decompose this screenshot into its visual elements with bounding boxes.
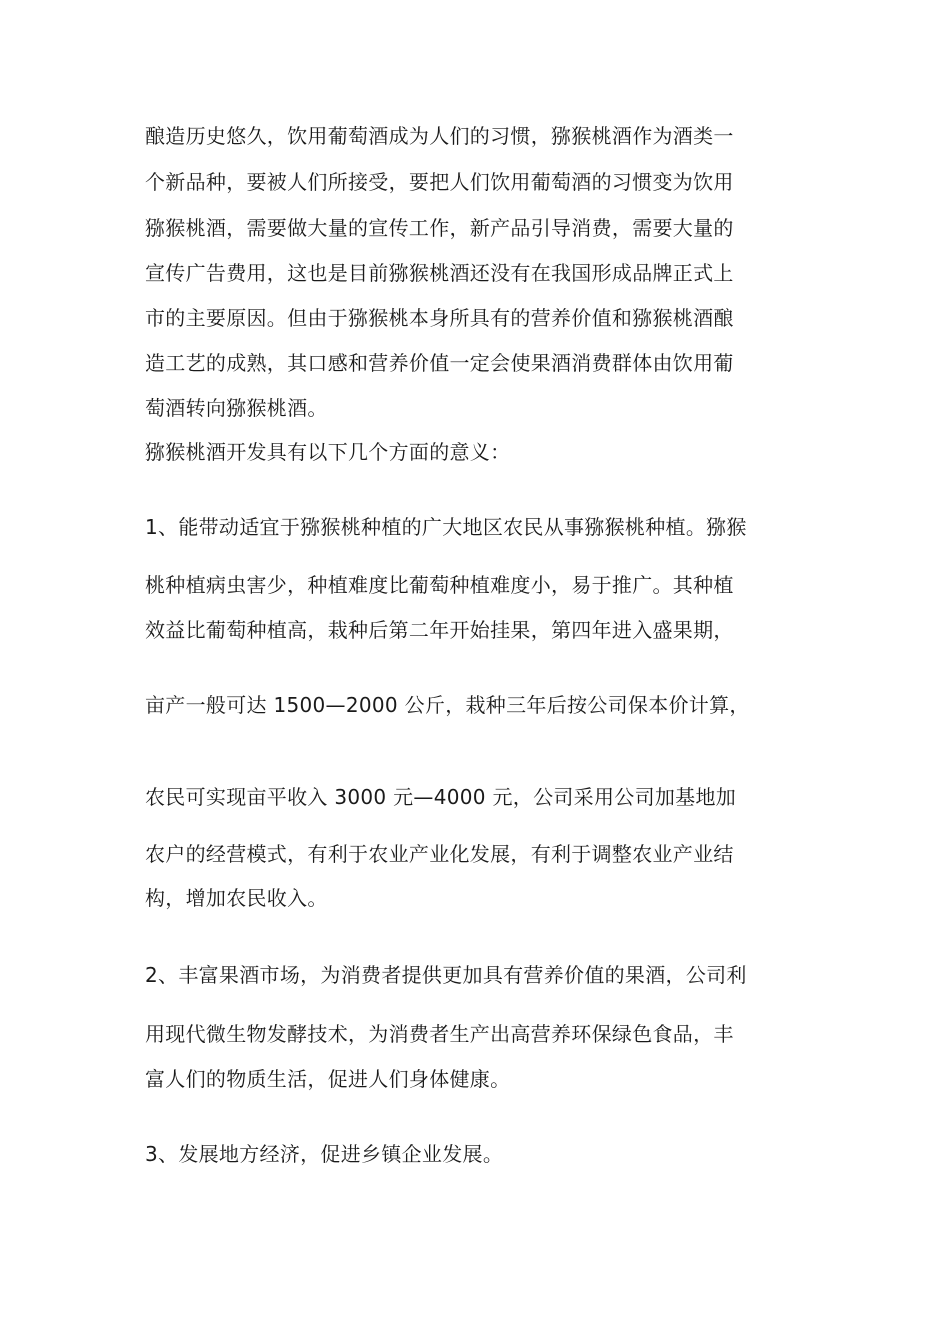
point1-line: 农民可实现亩平收入 3000 元—4000 元，公司采用公司加基地加 — [145, 785, 737, 809]
point2-line: 2、丰富果酒市场，为消费者提供更加具有营养价值的果酒，公司利 — [145, 963, 747, 987]
intro-line: 猕猴桃酒，需要做大量的宣传工作，新产品引导消费，需要大量的 — [145, 216, 734, 240]
intro-heading-line: 猕猴桃酒开发具有以下几个方面的意义： — [145, 440, 511, 464]
intro-line: 造工艺的成熟，其口感和营养价值一定会使果酒消费群体由饮用葡 — [145, 351, 734, 375]
intro-line: 萄酒转向猕猴桃酒。 — [145, 396, 328, 420]
point1-line: 效益比葡萄种植高，栽种后第二年开始挂果，第四年进入盛果期， — [145, 618, 734, 642]
point1-line: 构，增加农民收入。 — [145, 886, 328, 910]
point2-line: 用现代微生物发酵技术，为消费者生产出高营养环保绿色食品，丰 — [145, 1022, 734, 1046]
intro-line: 个新品种，要被人们所接受，要把人们饮用葡萄酒的习惯变为饮用 — [145, 170, 734, 194]
point2-line: 富人们的物质生活，促进人们身体健康。 — [145, 1067, 511, 1091]
point1-line: 亩产一般可达 1500—2000 公斤，栽种三年后按公司保本价计算， — [145, 693, 750, 717]
intro-line: 市的主要原因。但由于猕猴桃本身所具有的营养价值和猕猴桃酒酿 — [145, 306, 734, 330]
point3-line: 3、发展地方经济，促进乡镇企业发展。 — [145, 1142, 504, 1166]
intro-line: 宣传广告费用，这也是目前猕猴桃酒还没有在我国形成品牌正式上 — [145, 261, 734, 285]
point1-line: 1、能带动适宜于猕猴桃种植的广大地区农民从事猕猴桃种植。猕猴 — [145, 515, 747, 539]
point1-line: 桃种植病虫害少，种植难度比葡萄种植难度小，易于推广。其种植 — [145, 573, 734, 597]
intro-line: 酿造历史悠久，饮用葡萄酒成为人们的习惯，猕猴桃酒作为酒类一 — [145, 124, 734, 148]
point1-line: 农户的经营模式，有利于农业产业化发展，有利于调整农业产业结 — [145, 842, 734, 866]
